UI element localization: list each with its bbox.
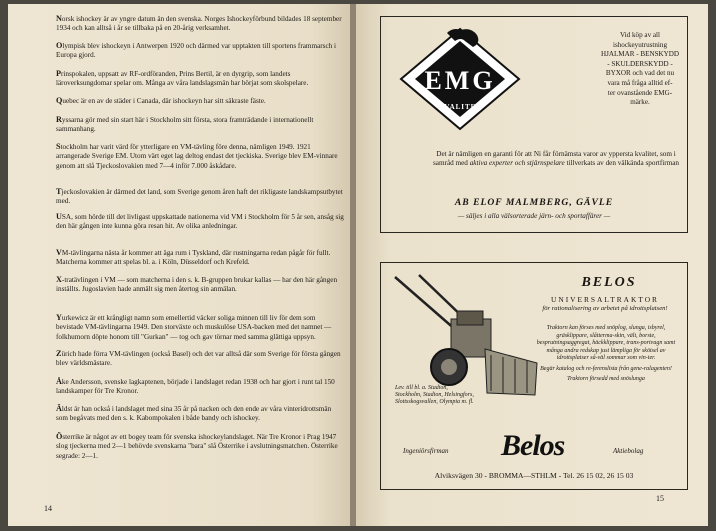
paragraph (56, 187, 344, 207)
left-page (8, 4, 352, 526)
paragraph-initial: Å (56, 377, 62, 386)
emg-text-line: HJALMAR - BENSKYDD (600, 50, 680, 59)
paragraph-initial: S (56, 142, 61, 151)
emg-text-line: ishockeyutrustning (613, 40, 667, 49)
paragraph (56, 96, 344, 106)
emg-text-line: Vid köp av all (620, 31, 660, 39)
belos-subtitle: UNIVERSALTRAKTOR (551, 295, 659, 304)
belos-left-footer: Ingeniörsfirman (403, 447, 449, 455)
paragraph (56, 115, 344, 135)
guarantee-italic: aktiva experter och stjärnspelare (469, 159, 565, 168)
emg-text-line: - SKULDERSKYDD - (607, 59, 673, 68)
paragraph-initial: R (56, 115, 62, 124)
right-page (356, 4, 708, 526)
page-number-right: 15 (656, 494, 664, 503)
belos-title: BELOS (581, 275, 637, 290)
paragraph-initial: N (56, 14, 62, 23)
guarantee-text (425, 150, 687, 169)
paragraph-text: orsk ishockey är av yngre datum än den svenska. Norges Ishockeyförbund bildades 18 september 1934 och kan alltså i år se tillbaka på en 20-årig verksamhet. (56, 15, 342, 33)
paragraph (56, 275, 344, 295)
paragraph-text: lympisk blev ishockeyn i Antwerpen 1920 och därmed var upptakten till sportens frammarsch i Europa gjord. (56, 42, 337, 60)
paragraph-initial: Ä (56, 404, 62, 413)
paragraph-text: ke Andersson, svenske lagkaptenen, började i landslaget redan 1938 och har gjort i runt tal 150 landskamper för Tre Kronor. (56, 378, 335, 396)
belos-desc-1: Traktorn kan förses med snöplog, slunga, isbyrel, gräsklippare, slåtterma-skin, vält, borste, besprutningsaggregat, häckklippare, trans-portvagn samt många andra redskap just lämpliga för skötsel av idrottsplatser så-väl sommar som vin-ter. (536, 325, 676, 361)
paragraph (56, 349, 344, 369)
belos-right-footer: Aktiebolag (613, 447, 644, 455)
paragraph-initial: O (56, 41, 63, 50)
paragraph-initial: T (56, 187, 62, 196)
emg-text-line: märke. (630, 98, 650, 107)
paragraph (56, 41, 344, 61)
paragraph (56, 248, 344, 268)
paragraph-initial: Z (56, 349, 62, 358)
paragraph-initial: P (56, 69, 62, 78)
paragraph-text: ldst är han också i landslaget med sina 35 år på nacken och den ende av våra vinteridrottsmän som begåvats med den s. k. Kabompokalen i både bandy och ishockey. (56, 405, 332, 423)
belos-description (531, 325, 681, 384)
paragraph (56, 404, 344, 424)
paragraph (56, 14, 344, 34)
belos-desc-2: Begär katalog och re-ferenslista från gene-ralagenten! (540, 365, 672, 372)
paragraph-initial: Y (56, 313, 62, 322)
belos-desc-3: Traktorn försedd med snöslunga (567, 376, 645, 382)
page-number-left: 14 (44, 504, 52, 513)
emg-text-line: ter ovanstående EMG- (607, 88, 673, 97)
paragraph-initial: Ö (56, 432, 63, 441)
guarantee-part-2: tillverkats av den välkända sportfirman (564, 159, 680, 168)
guarantee-part-1: Det är nämligen en garanti för att Ni får förnämsta varor av yppersta kvalitet, som i samråd med (432, 150, 676, 168)
paragraph-text: uebec är en av de städer i Canada, där ishockeyn har sitt säkraste fäste. (62, 97, 266, 105)
paragraph-text: M-tävlingarna nästa år kommer att äga rum i Tyskland, där rustningarna redan pågår för fullt. Matcherna kommer att spelas bl. a. i Köln, Düsseldorf och Krefeld. (56, 249, 331, 267)
emg-text-line: vara må fråga alltid ef- (607, 78, 673, 87)
paragraph-text: rinspokalen, uppsatt av RF-ordföranden, Prins Bertil, är en dyrgrip, som landets läroverksungdomar spelar om. Många av våra landslagsmän har börjat som skolspelare. (56, 70, 309, 88)
paragraph-text: -tratävlingen i VM — som matcherna i den s. k. B-gruppen brukar kallas — har den här gången inställts. Jugoslavien hade anmält sig men återtog sin anmälan. (56, 276, 338, 294)
paragraph-text: jeckoslovakien är därmed det land, som Sverige genom åren haft det rikligaste landskampsutbytet med. (56, 188, 343, 206)
paragraph-text: tockholm har varit värd för ytterligare en VM-tävling före denna, nämligen 1949. 1921 arrangerade Sverige EM. Utom värt eget lag deltog endast det tjeckiska. Sverige blev EM-vinnare genom att slå Tjeckoslovakien med 7—4 inför 7.000 åskådare. (56, 143, 338, 170)
paragraph (56, 377, 344, 397)
firm-subline: — säljes i alla välsorterade järn- och sportaffärer — (457, 212, 611, 220)
belos-caption: Lev. till bl. a. Stadion, Stockholm, Stadion, Helsingfors, Slottsskogsvallen, Olympia m. fl. (395, 385, 474, 406)
paragraph (56, 212, 344, 232)
paragraph-initial: Q (56, 96, 63, 105)
belos-logo: Belos (501, 429, 565, 462)
belos-address: Alviksvägen 30 - BROMMA—STHLM - Tel. 26 15 02, 26 15 03 (434, 471, 634, 480)
emg-advertisement (380, 16, 688, 233)
belos-tagline: för rationalisering av arbetet på idrottsplatsen! (542, 305, 668, 312)
emg-ad-text (597, 31, 683, 108)
paragraph-initial: X (56, 275, 62, 284)
firm-name: AB ELOF MALMBERG, GÄVLE (454, 197, 614, 208)
paragraph-initial: U (56, 212, 62, 221)
emg-letters: EMG (424, 66, 496, 95)
paragraph-text: sterrike är något av ett bogey team för svenska ishockeylandslaget. När Tre Kronor i Prag 1947 slog tjeckerna med 2—1 behövde svenskarna "bara" slå Österrike i avslutningsmatchen. Österrike segrade: 2—1. (56, 433, 338, 460)
paragraph (56, 313, 344, 342)
paragraph-text: SA, som hörde till det livligast uppskattade nationerna vid VM i Stockholm för 5 år sen, ansåg sig den här gången inte kunna göra resan hit. Av olika anledningar. (56, 213, 344, 231)
emg-diamond-logo (395, 25, 525, 135)
paragraph (56, 432, 344, 461)
paragraph-text: yssarna gör med sin start här i Stockholm sitt första, stora framträdande i internationellt sammanhang. (56, 116, 314, 134)
emg-text-line: BYXOR och vad det nu (605, 69, 675, 78)
paragraph-text: ürich hade förra VM-tävlingen (också Basel) och det var alltså där som Sverige för första gången blev världsmästare. (56, 350, 341, 368)
emg-kvalitet: KVALITET (437, 103, 483, 111)
paragraph (56, 142, 344, 171)
paragraph-initial: V (56, 248, 62, 257)
paragraph (56, 69, 344, 89)
belos-advertisement (380, 262, 688, 490)
paragraph-text: urkewicz är ett krångligt namn som emellertid väcker soliga minnen till liv för dem som bevistade VM-tävlingarna 1949. Den storväxte och muskulöse USA-backen med det namnet — folkhumorn döpte honom till "Gurkan" — tog och gav törnar med samma glättiga uppsyn. (56, 314, 332, 341)
